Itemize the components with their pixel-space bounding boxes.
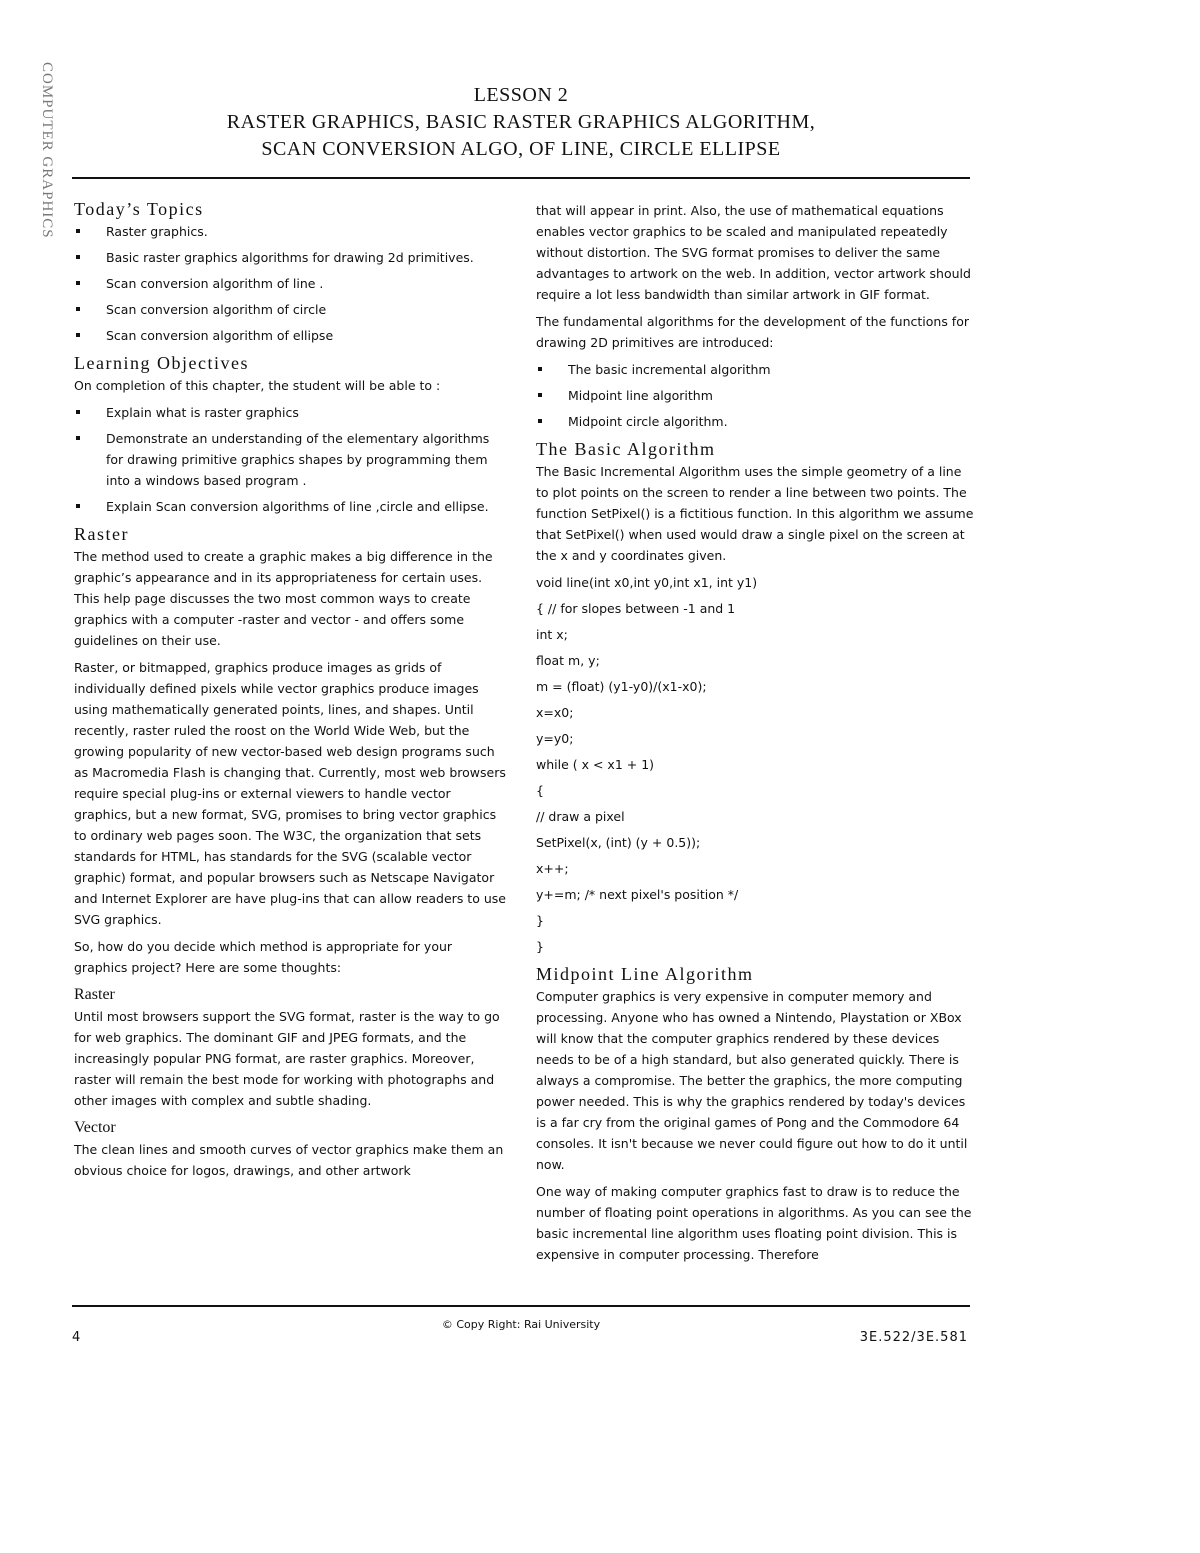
list-item: Demonstrate an understanding of the elementary algorithms for drawing primitive graphics shapes by programming them into a windows based program . — [74, 428, 506, 491]
paragraph: that will appear in print. Also, the use of mathematical equations enables vector graphics to be scaled and manipulated repeatedly without distortion. The SVG format promises to deliver the same advantages to artwork on the web. In addition, vector artwork should require a lot less bandwidth than similar artwork in GIF format. — [536, 203, 971, 302]
list-item: Scan conversion algorithm of line . — [74, 273, 506, 294]
paragraph: Computer graphics is very expensive in computer memory and processing. Anyone who has owned a Nintendo, Playstation or XBox will know that the computer graphics rendered by these devices needs to be of a high standard, but also generated quickly. There is always a compromise. The better the graphics, the more computing power needed. This is why the graphics rendered by today's devices is a far cry from the original games of Pong and the Commodore 64 consoles. It isn't because we never could figure out how to do it until now. — [536, 989, 968, 1172]
list-item: Raster graphics. — [74, 221, 506, 242]
left-column — [74, 197, 506, 1187]
lesson-number: LESSON 2 — [473, 84, 569, 106]
lesson-title-line-1: RASTER GRAPHICS, BASIC RASTER GRAPHICS ALGORITHM, — [226, 111, 816, 133]
paragraph: The method used to create a graphic makes a big difference in the graphic’s appearance and in its appropriateness for certain uses. This help page discusses the two most common ways to create graphics with a computer -raster and vector - and offers some guidelines on their use. — [74, 549, 493, 648]
code-line: m = (float) (y1-y0)/(x1-x0); — [536, 679, 707, 694]
basic-algorithm-heading: The Basic Algorithm — [536, 439, 716, 459]
running-section-label: COMPUTER GRAPHICS — [39, 62, 55, 239]
midpoint-line-heading: Midpoint Line Algorithm — [536, 964, 754, 984]
code-line: float m, y; — [536, 653, 600, 668]
list-item: Midpoint line algorithm — [536, 385, 976, 406]
header-rule — [72, 177, 970, 179]
code-line: } — [536, 939, 544, 954]
lesson-title-line-2: SCAN CONVERSION ALGO, OF LINE, CIRCLE ELLIPSE — [261, 138, 781, 160]
course-code: 3E.522/3E.581 — [859, 1330, 968, 1345]
raster-subheading: Raster — [74, 986, 115, 1003]
code-line: SetPixel(x, (int) (y + 0.5)); — [536, 835, 701, 850]
list-item: Explain Scan conversion algorithms of line ,circle and ellipse. — [74, 496, 506, 517]
raster-heading: Raster — [74, 524, 129, 544]
code-line: // draw a pixel — [536, 809, 625, 824]
objectives-heading: Learning Objectives — [74, 353, 249, 373]
code-line: { // for slopes between -1 and 1 — [536, 601, 736, 616]
paragraph: So, how do you decide which method is appropriate for your graphics project? Here are some thoughts: — [74, 939, 453, 975]
topics-list — [74, 221, 506, 346]
vector-subheading: Vector — [74, 1119, 116, 1136]
code-line: x++; — [536, 861, 569, 876]
list-item: Midpoint circle algorithm. — [536, 411, 976, 432]
list-item: Scan conversion algorithm of circle — [74, 299, 506, 320]
topics-heading: Today’s Topics — [74, 199, 204, 219]
list-item: The basic incremental algorithm — [536, 359, 976, 380]
list-item: Scan conversion algorithm of ellipse — [74, 325, 506, 346]
objectives-list — [74, 402, 506, 517]
list-item: Basic raster graphics algorithms for drawing 2d primitives. — [74, 247, 506, 268]
paragraph: The Basic Incremental Algorithm uses the simple geometry of a line to plot points on the screen to render a line between two points. The function SetPixel() is a fictitious function. In this algorithm we assume that SetPixel() when used would draw a single pixel on the screen at the x and y coordinates given. — [536, 464, 974, 563]
paragraph: The fundamental algorithms for the development of the functions for drawing 2D primitives are introduced: — [536, 314, 969, 350]
code-line: void line(int x0,int y0,int x1, int y1) — [536, 575, 758, 590]
code-line: y+=m; /* next pixel's position */ — [536, 887, 739, 902]
code-line: while ( x < x1 + 1) — [536, 757, 655, 772]
paragraph: Raster, or bitmapped, graphics produce images as grids of individually defined pixels while vector graphics produce images using mathematically generated points, lines, and shapes. Until recently, raster ruled the roost on the World Wide Web, but the growing popularity of new vector-based web design programs such as Macromedia Flash is changing that. Currently, most web browsers require special plug-ins or external viewers to handle vector graphics, but a new format, SVG, promises to bring vector graphics to ordinary web pages soon. The W3C, the organization that sets standards for HTML, has standards for the SVG (scalable vector graphic) format, and popular browsers such as Netscape Navigator and Internet Explorer are have plug-ins that can allow readers to use SVG graphics. — [74, 660, 506, 927]
code-line: int x; — [536, 627, 568, 642]
code-line: y=y0; — [536, 731, 574, 746]
code-line: x=x0; — [536, 705, 574, 720]
footer-rule — [72, 1305, 970, 1307]
list-item: Explain what is raster graphics — [74, 402, 506, 423]
page-number: 4 — [72, 1330, 81, 1345]
paragraph: The clean lines and smooth curves of vector graphics make them an obvious choice for logos, drawings, and other artwork — [74, 1142, 504, 1178]
fundamental-algorithms-list — [536, 359, 976, 432]
code-listing — [536, 572, 976, 957]
lesson-header — [72, 82, 970, 163]
paragraph: Until most browsers support the SVG format, raster is the way to go for web graphics. The dominant GIF and JPEG formats, and the increasingly popular PNG format, are raster graphics. Moreover, raster will remain the best mode for working with photographs and other images with complex and subtle shading. — [74, 1009, 500, 1108]
paragraph: One way of making computer graphics fast to draw is to reduce the number of floating point operations in algorithms. As you can see the basic incremental line algorithm uses floating point division. This is expensive in computer processing. Therefore — [536, 1184, 972, 1262]
code-line: { — [536, 783, 544, 798]
code-line: } — [536, 913, 544, 928]
copyright-notice: © Copy Right: Rai University — [441, 1318, 601, 1331]
objectives-intro: On completion of this chapter, the student will be able to : — [74, 378, 441, 393]
right-column — [536, 200, 976, 1271]
